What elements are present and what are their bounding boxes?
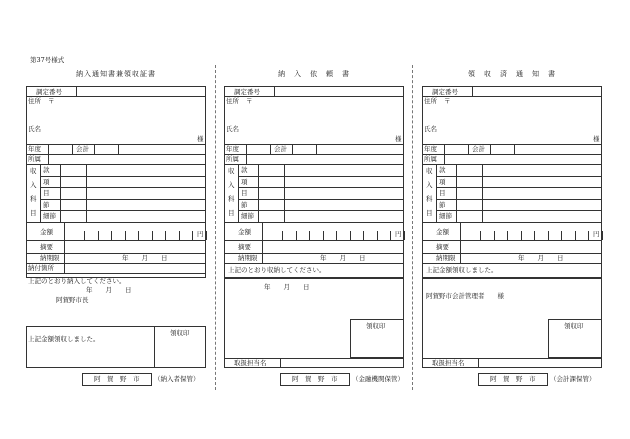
stamp-label: 領収印 [170, 329, 190, 337]
divider [26, 154, 206, 155]
divider [460, 240, 461, 253]
subject-label: 項 [439, 177, 446, 186]
divider [26, 240, 206, 241]
dept-label: 所属 [28, 155, 41, 163]
divider [262, 222, 263, 240]
notice-text: 上記のとおり収納してください。 [228, 266, 326, 274]
address-name-field[interactable] [440, 97, 590, 143]
divider [224, 144, 404, 145]
total-label: 会計 [274, 145, 287, 153]
divider [154, 326, 155, 368]
deadline-label: 納期限 [436, 254, 456, 262]
notice-text: 上記金額領収しました。 [426, 266, 498, 274]
divider [94, 144, 95, 154]
issuer-text: 阿賀野市会計管理者 様 [426, 292, 504, 300]
total-label: 会計 [76, 145, 89, 153]
divider [26, 164, 206, 165]
divider [262, 240, 263, 253]
handler-field[interactable] [282, 359, 400, 368]
income-label-char: 科 [228, 195, 235, 203]
honorific: 様 [197, 135, 204, 143]
stamp-label: 領収印 [564, 322, 584, 330]
notice-date: 年 月 日 [86, 286, 132, 294]
divider [64, 253, 65, 263]
amount-field[interactable] [66, 223, 196, 239]
form-title: 納 入 依 頼 書 [278, 70, 350, 78]
divider [422, 263, 602, 264]
address-name-field[interactable] [44, 97, 194, 143]
subject-label: 款 [43, 166, 50, 174]
income-label-char: 目 [426, 209, 433, 217]
digit-tick [602, 231, 603, 240]
divider [436, 210, 602, 211]
handler-field[interactable] [480, 359, 598, 368]
divider [258, 164, 259, 222]
postal-mark: 〒 [48, 97, 55, 105]
subject-label: 節 [241, 200, 248, 209]
dept-label: 所属 [424, 155, 437, 163]
divider [40, 199, 206, 200]
divider [224, 164, 404, 165]
divider [76, 86, 77, 96]
amount-label: 金額 [238, 228, 251, 236]
subject-label: 目 [43, 189, 50, 198]
divider [224, 240, 404, 241]
form-title: 納入通知書兼領収証書 [76, 70, 156, 78]
divider [118, 144, 119, 154]
divider [422, 164, 602, 165]
divider [238, 199, 404, 200]
postal-mark: 〒 [444, 97, 451, 105]
city-name: 阿 賀 野 市 [292, 375, 338, 383]
digit-tick [206, 231, 207, 240]
divider [436, 187, 602, 188]
income-label-char: 入 [30, 181, 37, 189]
subject-label: 細節 [43, 212, 56, 221]
yen-label: 円 [197, 230, 204, 238]
postal-mark: 〒 [246, 97, 253, 105]
divider [284, 164, 285, 222]
divider [482, 164, 483, 222]
divider [478, 358, 479, 368]
amount-label: 金額 [436, 228, 449, 236]
yen-label: 円 [395, 230, 402, 238]
cut-line-1 [215, 65, 216, 390]
income-label-char: 入 [228, 181, 235, 189]
divider [422, 144, 602, 145]
divider [292, 144, 293, 154]
income-label-char: 入 [426, 181, 433, 189]
divider [514, 144, 515, 154]
divider [60, 164, 61, 222]
income-label-char: 目 [228, 209, 235, 217]
deadline-date: 年 月 日 [122, 254, 168, 262]
divider [436, 199, 602, 200]
divider [316, 144, 317, 154]
digit-tick [404, 231, 405, 240]
divider [26, 144, 206, 145]
divider [238, 210, 404, 211]
subject-label: 款 [241, 166, 248, 174]
handler-label: 取扱担当名 [432, 359, 465, 367]
income-label-char: 科 [30, 195, 37, 203]
income-label-char: 収 [426, 167, 433, 175]
divider [40, 164, 41, 222]
notice-text: 上記のとおり納入してください。 [28, 277, 126, 285]
summary-label: 摘要 [238, 243, 251, 251]
keeper-label: （会計課保管） [550, 375, 596, 383]
honorific: 様 [593, 135, 600, 143]
divider [40, 187, 206, 188]
divider [64, 240, 65, 253]
subject-label: 節 [439, 200, 446, 209]
divider [274, 86, 275, 96]
amount-field[interactable] [264, 223, 394, 239]
divider [72, 144, 73, 154]
deadline-date: 年 月 日 [320, 254, 366, 262]
divider [468, 144, 469, 154]
place-label: 納付箇所 [28, 264, 54, 272]
cut-line-2 [412, 65, 413, 390]
divider [224, 263, 404, 264]
divider [238, 176, 404, 177]
city-name: 阿 賀 野 市 [94, 375, 140, 383]
divider [280, 358, 281, 368]
income-label-char: 収 [30, 167, 37, 175]
subject-label: 目 [439, 189, 446, 198]
divider [270, 144, 271, 154]
divider [48, 154, 49, 164]
divider [64, 222, 65, 240]
name-label: 氏名 [226, 125, 239, 133]
deadline-date: 年 月 日 [518, 254, 564, 262]
divider [238, 164, 239, 222]
divider [64, 263, 65, 273]
divider [48, 144, 49, 154]
divider [490, 144, 491, 154]
address-label: 住所 [28, 97, 41, 105]
keeper-label: （金融機関保管） [352, 375, 404, 383]
yen-label: 円 [593, 230, 600, 238]
subject-label: 項 [241, 177, 248, 186]
summary-label: 摘要 [436, 243, 449, 251]
divider [456, 164, 457, 222]
divider [460, 253, 461, 263]
issuer-text: 阿賀野市長 [56, 296, 89, 304]
divider [262, 253, 263, 263]
chotei-label: 調定番号 [36, 88, 62, 96]
address-name-field[interactable] [242, 97, 392, 143]
subject-label: 項 [43, 177, 50, 186]
name-label: 氏名 [424, 125, 437, 133]
summary-label: 摘要 [40, 243, 53, 251]
city-name: 阿 賀 野 市 [490, 375, 536, 383]
keeper-label: （納入者保管） [154, 375, 200, 383]
dept-label: 所属 [226, 155, 239, 163]
divider [238, 187, 404, 188]
chotei-label: 調定番号 [432, 88, 458, 96]
amount-label: 金額 [40, 228, 53, 236]
divider [444, 144, 445, 154]
divider [224, 154, 404, 155]
year-label: 年度 [28, 145, 41, 153]
address-label: 住所 [226, 97, 239, 105]
divider [40, 176, 206, 177]
divider [40, 210, 206, 211]
address-label: 住所 [424, 97, 437, 105]
notice-date: 年 月 日 [264, 283, 310, 291]
divider [422, 154, 602, 155]
form-number: 第37号様式 [30, 56, 65, 64]
deadline-label: 納期限 [238, 254, 258, 262]
divider [26, 273, 206, 274]
divider [86, 164, 87, 222]
subject-label: 細節 [241, 212, 254, 221]
name-label: 氏名 [28, 125, 41, 133]
divider [472, 86, 473, 96]
subject-label: 細節 [439, 212, 452, 221]
divider [246, 154, 247, 164]
divider [444, 154, 445, 164]
chotei-label: 調定番号 [234, 88, 260, 96]
income-label-char: 目 [30, 209, 37, 217]
year-label: 年度 [226, 145, 239, 153]
amount-field[interactable] [462, 223, 592, 239]
handler-label: 取扱担当名 [234, 359, 267, 367]
divider [246, 144, 247, 154]
stamp-label: 領収印 [366, 322, 386, 330]
deadline-label: 納期限 [40, 254, 60, 262]
subject-label: 款 [439, 166, 446, 174]
form-title: 領 収 済 通 知 書 [468, 70, 556, 78]
honorific: 様 [395, 135, 402, 143]
year-label: 年度 [424, 145, 437, 153]
divider [436, 176, 602, 177]
income-label-char: 収 [228, 167, 235, 175]
receipt-text: 上記金額領収しました。 [28, 335, 100, 343]
income-label-char: 科 [426, 195, 433, 203]
divider [422, 240, 602, 241]
divider [436, 164, 437, 222]
subject-label: 目 [241, 189, 248, 198]
divider [460, 222, 461, 240]
total-label: 会計 [472, 145, 485, 153]
subject-label: 節 [43, 200, 50, 209]
